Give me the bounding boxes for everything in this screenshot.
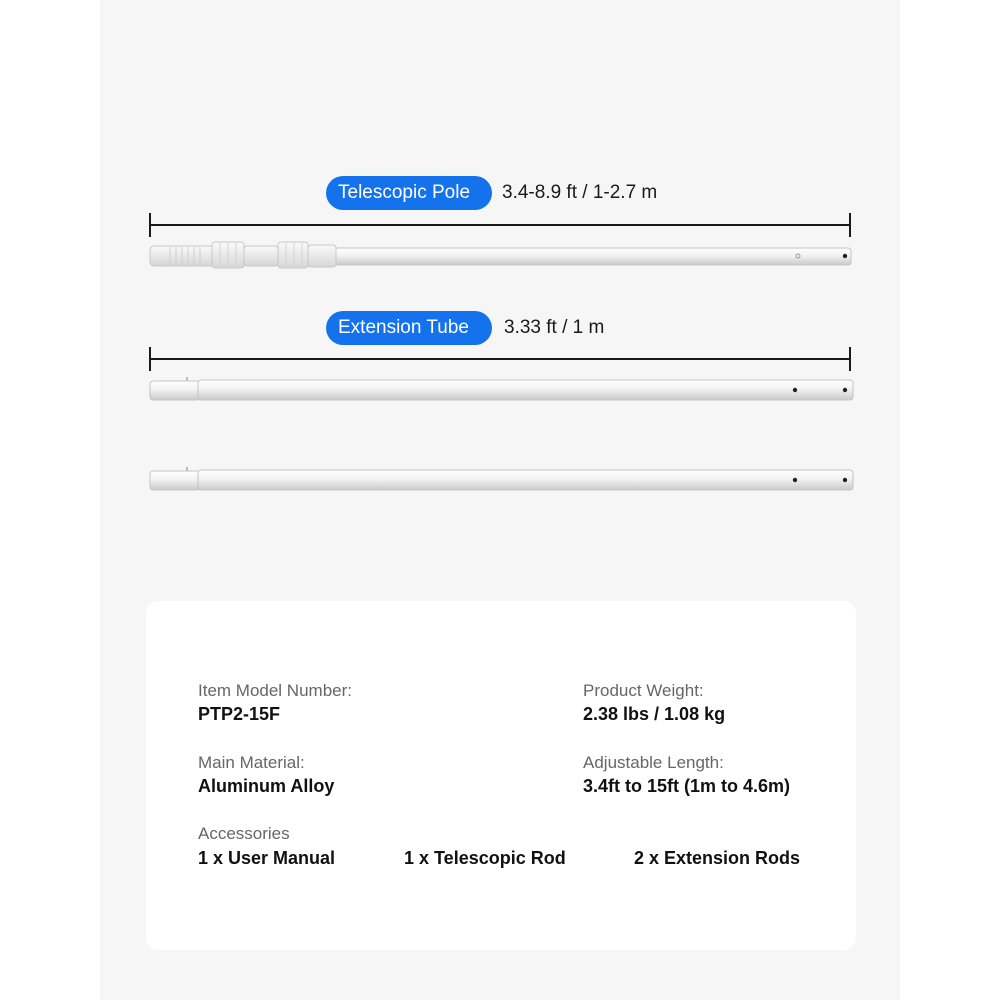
extension-tube-image — [148, 374, 854, 402]
spec-length — [583, 752, 790, 798]
spec-model — [198, 680, 352, 726]
spec-weight-value: 2.38 lbs / 1.08 kg — [583, 704, 726, 724]
telescopic-pole-length: 3.4-8.9 ft / 1-2.7 m — [502, 182, 658, 203]
spec-material — [198, 752, 334, 798]
telescopic-pole-badge: Telescopic Pole — [326, 176, 492, 210]
extension-tube-dimension-line — [149, 347, 851, 371]
extension-tube-dimension — [0, 311, 1000, 351]
extension-tube-image-2 — [148, 464, 854, 492]
extension-tube-badge: Extension Tube — [326, 311, 492, 345]
spec-accessories — [198, 823, 290, 845]
telescopic-pole-dimension — [0, 176, 1000, 216]
spec-weight-label: Product Weight: — [583, 681, 704, 700]
spec-length-value: 3.4ft to 15ft (1m to 4.6m) — [583, 776, 791, 796]
spec-material-label: Main Material: — [198, 753, 305, 772]
telescopic-pole-dimension-line — [149, 213, 851, 237]
accessory-item: 1 x Telescopic Rod — [404, 848, 566, 868]
spec-material-value: Aluminum Alloy — [198, 776, 335, 796]
spec-weight — [583, 680, 725, 726]
telescopic-pole-image — [148, 240, 854, 268]
accessory-item: 1 x User Manual — [198, 848, 336, 868]
spec-model-value: PTP2-15F — [198, 704, 281, 724]
spec-model-label: Item Model Number: — [198, 681, 352, 700]
extension-tube-length: 3.33 ft / 1 m — [504, 317, 605, 338]
accessory-item: 2 x Extension Rods — [634, 848, 801, 868]
spec-length-label: Adjustable Length: — [583, 753, 724, 772]
spec-accessories-label: Accessories — [198, 824, 290, 843]
